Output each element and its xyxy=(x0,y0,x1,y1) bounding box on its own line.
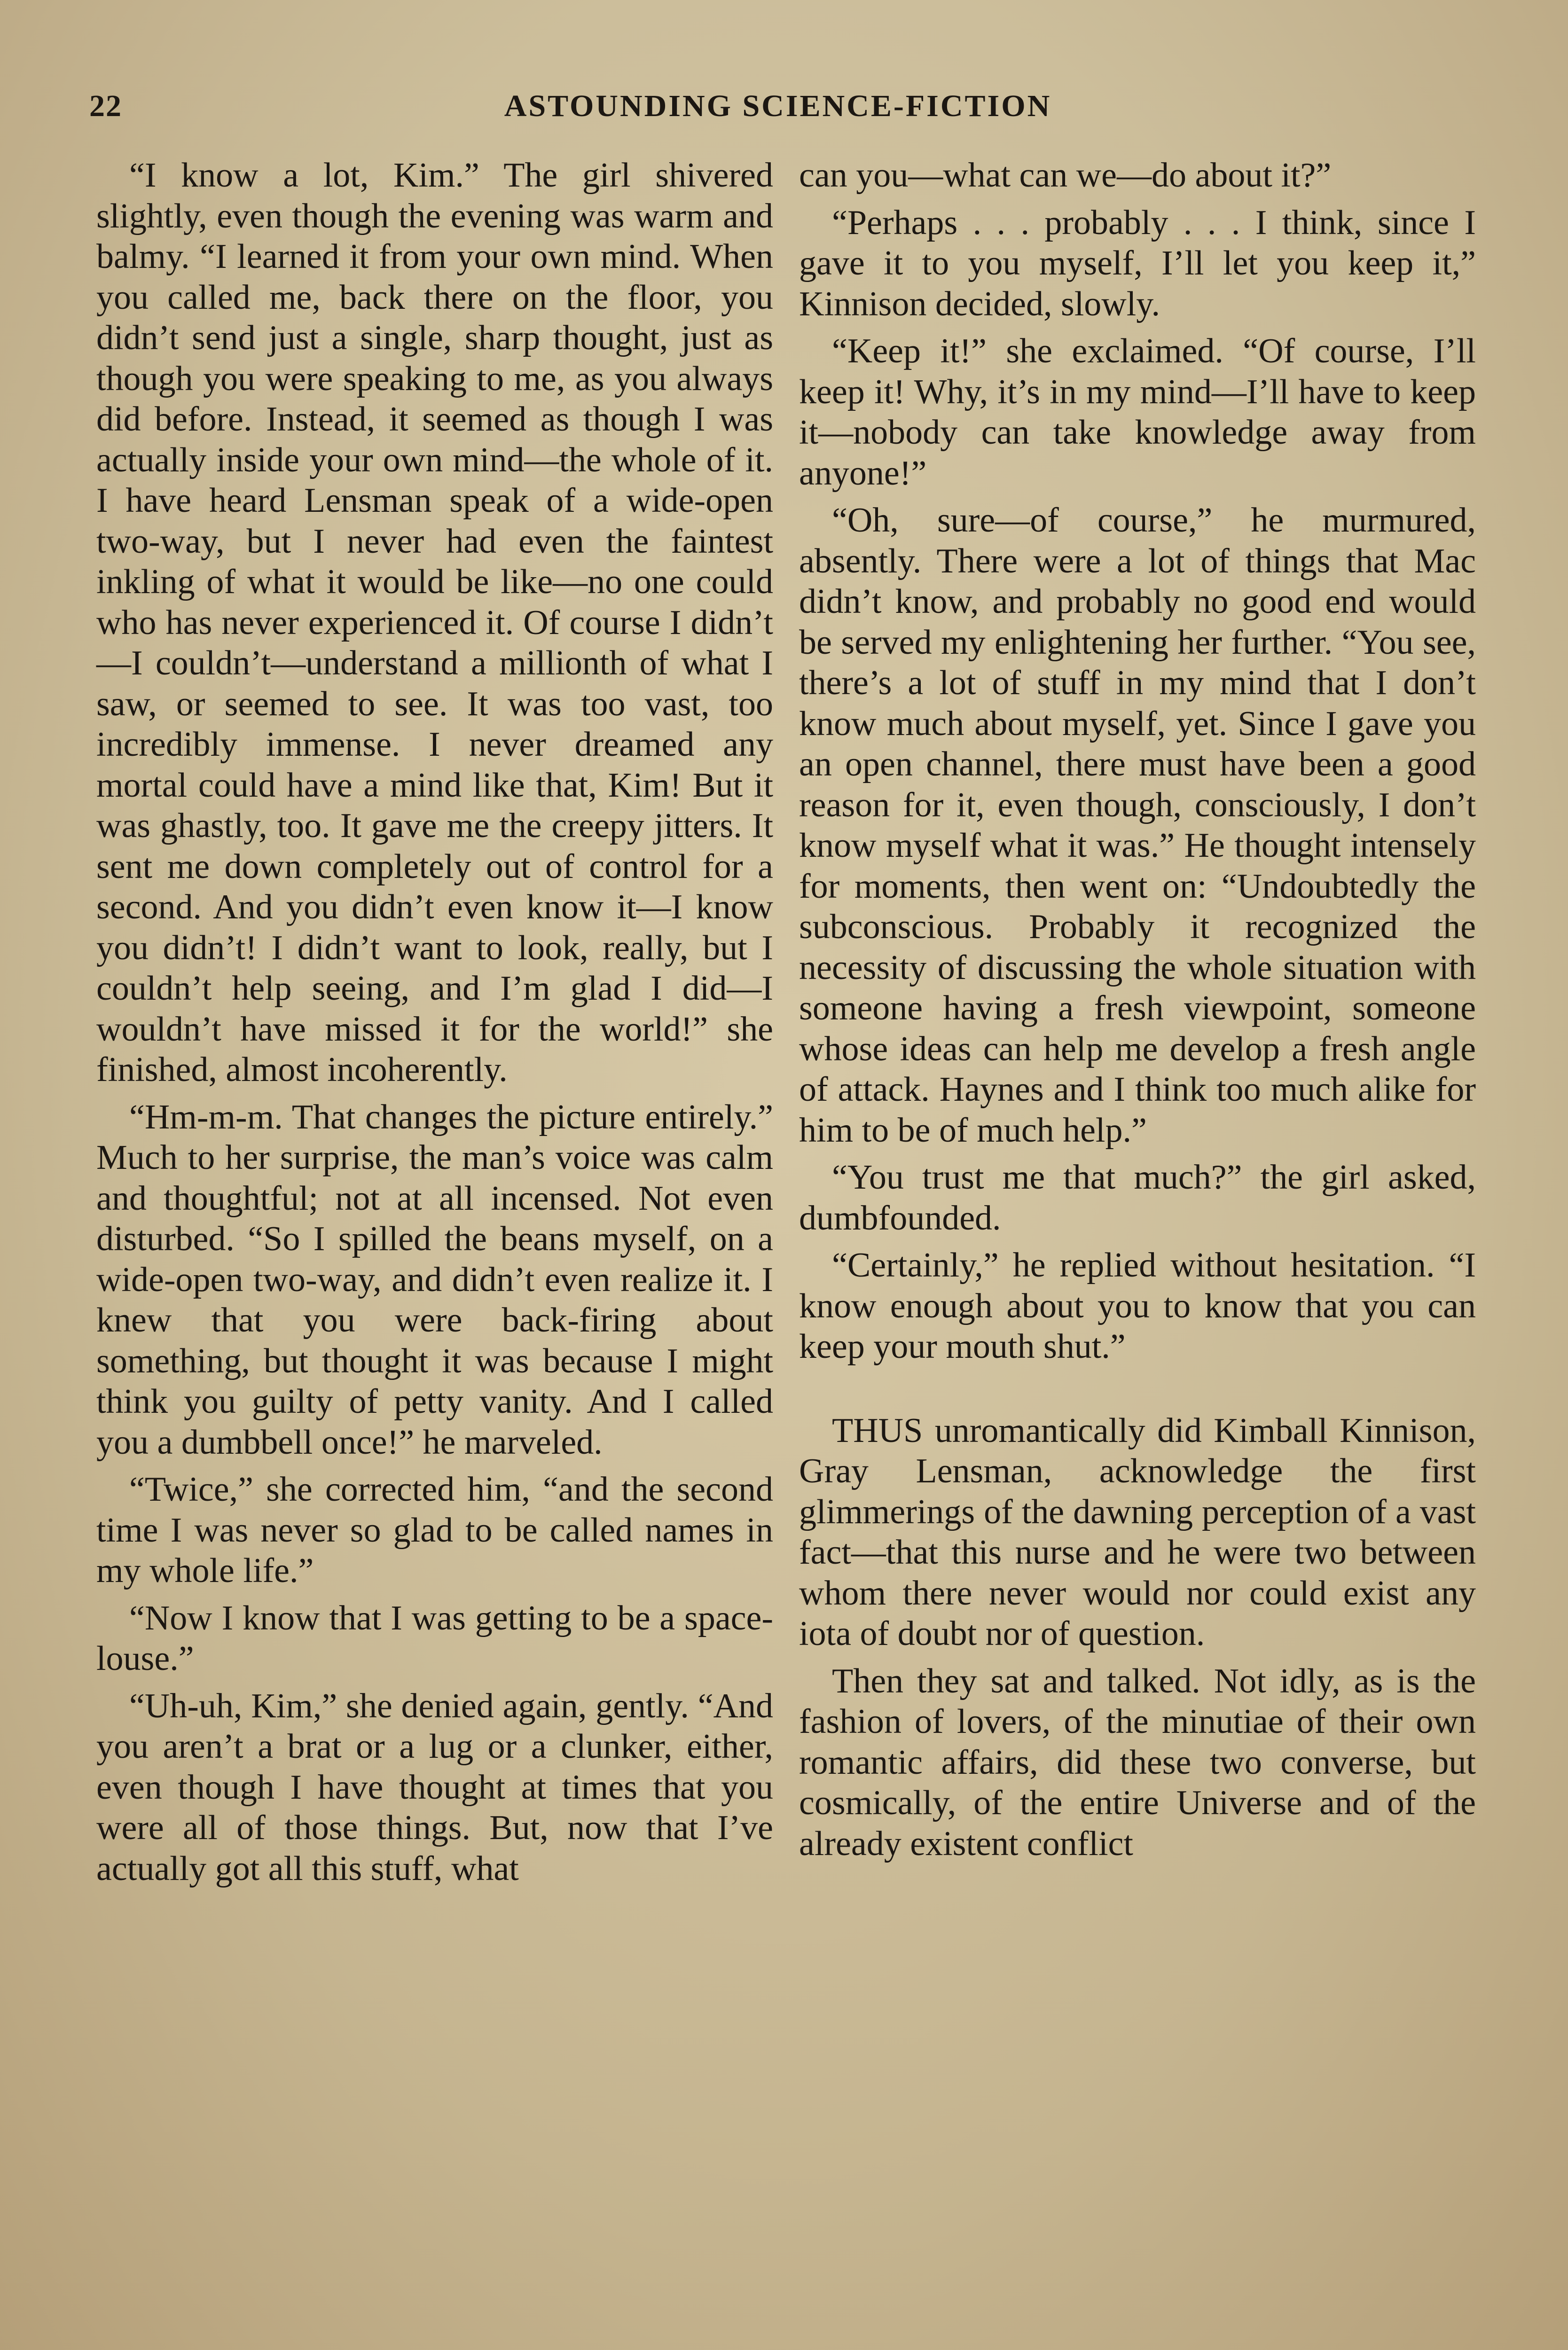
paragraph: “Keep it!” she exclaimed. “Of course, I’ll keep it! Why, it’s in my mind—I’ll have to keep it—nobody can take knowledge away from anyone!” xyxy=(799,332,1476,493)
paragraph: “Now I know that I was getting to be a space-louse.” xyxy=(96,1598,773,1678)
paragraph: “Perhaps . . . probably . . . I think, since I gave it to you myself, I’ll let you keep it,” Kinnison decided, slowly. xyxy=(799,203,1476,323)
paragraph: “Hm-m-m. That changes the picture entirely.” Much to her surprise, the man’s voice was calm and thoughtful; not at all incensed. Not even disturbed. “So I spilled the beans myself, on a wide-open two-way, and didn’t even realize it. I knew that you were back-firing about something, but thought it was because I might think you guilty of petty vanity. And I called you a dumbbell once!” he marveled. xyxy=(96,1097,773,1462)
paragraph: “Twice,” she corrected him, “and the second time I was never so glad to be called names in my whole life.” xyxy=(96,1470,773,1590)
paragraph: “You trust me that much?” the girl asked, dumbfounded. xyxy=(799,1158,1476,1238)
running-title: ASTOUNDING SCIENCE-FICTION xyxy=(504,89,1052,123)
paragraph: “Certainly,” he replied without hesitation. “I know enough about you to know that you can keep your mouth shut.” xyxy=(799,1246,1476,1366)
left-column xyxy=(96,155,773,1896)
page-number: 22 xyxy=(89,89,122,123)
paragraph: “Uh-uh, Kim,” she denied again, gently. “And you aren’t a brat or a lug or a clunker, either, even though I have thought at times that you were all of those things. But, now that I’ve actually got all this stuff, what xyxy=(96,1686,773,1888)
right-column xyxy=(799,155,1476,1871)
paragraph: “Oh, sure—of course,” he murmured, absently. There were a lot of things that Mac didn’t know, and probably no good end would be served my enlightening her further. “You see, there’s a lot of stuff in my mind that I don’t know much about myself, yet. Since I gave you an open channel, there must have been a good reason for it, even though, consciously, I don’t know myself what it was.” He thought intensely for moments, then went on: “Undoubtedly the subconscious. Probably it recognized the necessity of discussing the whole situation with someone having a fresh viewpoint, someone whose ideas can help me develop a fresh angle of attack. Haynes and I think too much alike for him to be of much help.” xyxy=(799,501,1476,1150)
section-start-paragraph: THUS unromantically did Kimball Kinnison, Gray Lensman, acknowledge the first glimmerings of the dawning perception of a vast fact—that this nurse and he were two between whom there never would nor could exist any iota of doubt nor of question. xyxy=(799,1411,1476,1653)
running-header xyxy=(80,88,1476,126)
paragraph: can you—what can we—do about it?” xyxy=(799,156,1332,195)
paragraph: Then they sat and talked. Not idly, as is the fashion of lovers, of the minutiae of their own romantic affairs, did these two converse, but cosmically, of the entire Universe and of the already existent conflict xyxy=(799,1661,1476,1863)
paragraph: “I know a lot, Kim.” The girl shivered slightly, even though the evening was warm and balmy. “I learned it from your own mind. When you called me, back there on the floor, you didn’t send just a single, sharp thought, just as though you were speaking to me, as you always did before. Instead, it seemed as though I was actually inside your own mind—the whole of it. I have heard Lensman speak of a wide-open two-way, but I never had even the faintest inkling of what it would be like—no one could who has never experienced it. Of course I didn’t—I couldn’t—understand a millionth of what I saw, or seemed to see. It was too vast, too incredibly immense. I never dreamed any mortal could have a mind like that, Kim! But it was ghastly, too. It gave me the creepy jitters. It sent me down completely out of control for a second. And you didn’t even know it—I know you didn’t! I didn’t want to look, really, but I couldn’t help seeing, and I’m glad I did—I wouldn’t have missed it for the world!” she finished, almost incoherently. xyxy=(96,156,773,1089)
